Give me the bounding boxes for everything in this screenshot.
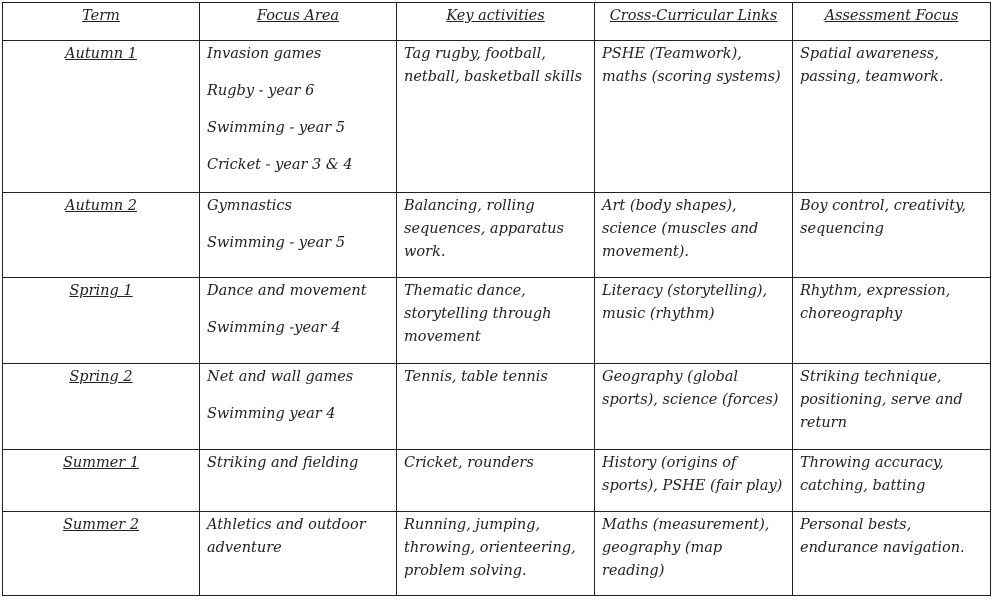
table-row (3, 193, 991, 278)
header-row (3, 3, 991, 41)
table-row (3, 449, 991, 511)
term-label: Spring 1 (69, 283, 133, 300)
table-row (3, 278, 991, 363)
table-row (3, 363, 991, 449)
table-row (3, 511, 991, 595)
term-cell (3, 363, 200, 449)
assessment-cell: Spatial awareness, passing, teamwork. (793, 41, 991, 193)
header-cross-curricular-links-label: Cross-Curricular Links (609, 8, 778, 24)
header-focus-area-label: Focus Area (256, 8, 340, 24)
focus-line: Gymnastics (207, 198, 292, 215)
term-cell (3, 193, 200, 278)
assessment-cell: Personal bests, endurance navigation. (793, 511, 991, 595)
header-term-label: Term (82, 8, 120, 24)
term-cell (3, 449, 200, 511)
focus-line: Dance and movement (207, 283, 367, 300)
focus-cell (200, 193, 397, 278)
activities-cell: Tag rugby, football, netball, basketball skills (397, 41, 595, 193)
links-cell: Maths (measurement), geography (map reading) (595, 511, 793, 595)
header-focus-area (200, 3, 397, 41)
activities-cell: Running, jumping, throwing, orienteering, problem solving. (397, 511, 595, 595)
term-label: Spring 2 (69, 368, 133, 385)
term-label: Summer 1 (62, 454, 140, 471)
focus-line: Cricket - year 3 & 4 (207, 157, 353, 173)
assessment-cell: Boy control, creativity, sequencing (793, 193, 991, 278)
focus-cell (200, 511, 397, 595)
links-cell: Art (body shapes), science (muscles and movement). (595, 193, 793, 278)
curriculum-table (2, 2, 991, 596)
assessment-cell: Throwing accuracy, catching, batting (793, 449, 991, 511)
focus-line: Swimming - year 5 (207, 235, 346, 252)
focus-cell (200, 278, 397, 363)
table-row (3, 41, 991, 193)
activities-cell: Thematic dance, storytelling through movement (397, 278, 595, 363)
assessment-cell: Rhythm, expression, choreography (793, 278, 991, 363)
focus-line: Net and wall games (207, 368, 354, 385)
links-cell: PSHE (Teamwork), maths (scoring systems) (595, 41, 793, 193)
focus-line: Athletics and outdoor adventure (207, 516, 366, 556)
activities-cell: Tennis, table tennis (397, 363, 595, 449)
term-cell (3, 41, 200, 193)
focus-line: Striking and fielding (207, 454, 359, 471)
links-cell: Geography (global sports), science (forces) (595, 363, 793, 449)
links-cell: Literacy (storytelling), music (rhythm) (595, 278, 793, 363)
focus-line: Rugby - year 6 (207, 83, 315, 99)
links-cell: History (origins of sports), PSHE (fair play) (595, 449, 793, 511)
focus-line: Swimming year 4 (207, 405, 336, 422)
header-key-activities (397, 3, 595, 41)
header-assessment-focus-label: Assessment Focus (824, 8, 959, 24)
header-term (3, 3, 200, 41)
focus-cell (200, 41, 397, 193)
term-label: Autumn 1 (65, 46, 137, 62)
focus-line: Invasion games (207, 46, 322, 62)
activities-cell: Balancing, rolling sequences, apparatus work. (397, 193, 595, 278)
term-cell (3, 511, 200, 595)
focus-cell (200, 449, 397, 511)
header-cross-curricular-links (595, 3, 793, 41)
header-assessment-focus (793, 3, 991, 41)
assessment-cell: Striking technique, positioning, serve and return (793, 363, 991, 449)
term-cell (3, 278, 200, 363)
term-label: Summer 2 (62, 516, 140, 533)
header-key-activities-label: Key activities (446, 8, 545, 24)
focus-cell (200, 363, 397, 449)
term-label: Autumn 2 (65, 198, 137, 215)
focus-line: Swimming - year 5 (207, 120, 346, 136)
focus-line: Swimming -year 4 (207, 320, 341, 337)
activities-cell: Cricket, rounders (397, 449, 595, 511)
